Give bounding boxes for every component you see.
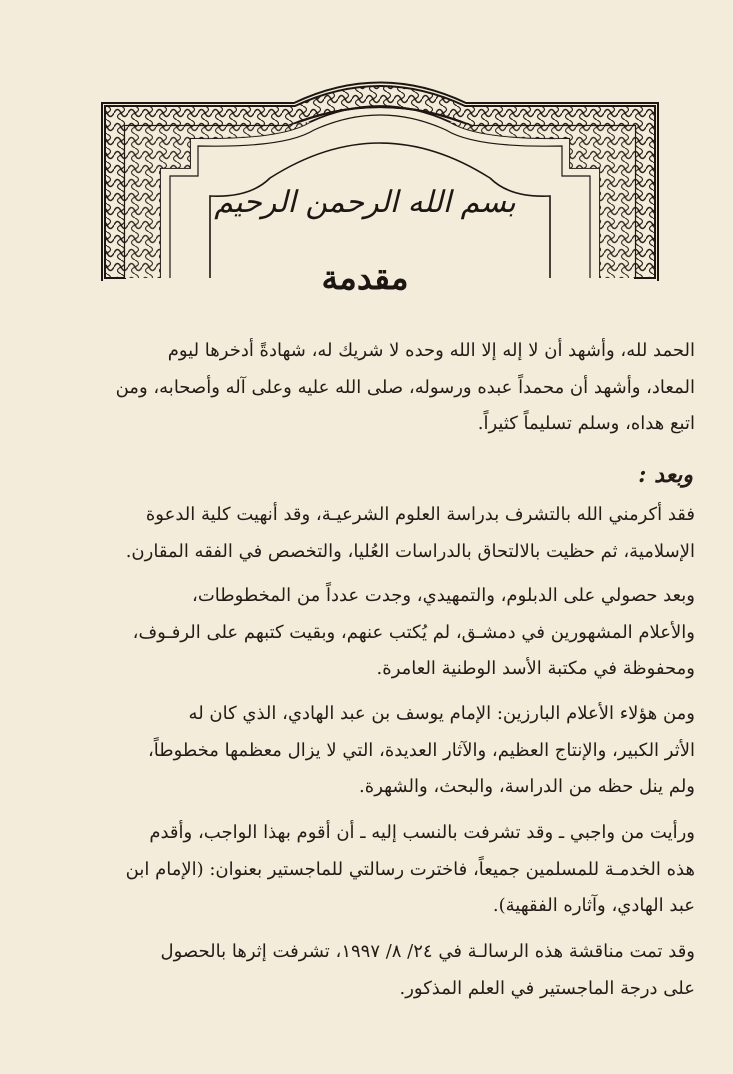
page-title: مقدمة — [321, 257, 409, 297]
text-line: وقد تمت مناقشة هذه الرسالـة في ٢٤/ ٨/ ١٩٩٧، تشرفت إثرها بالحصول — [160, 941, 695, 962]
text-line: ولم ينل حظه من الدراسة، والبحث، والشهرة. — [359, 776, 695, 798]
paragraph-2 — [38, 578, 695, 688]
text-line: ورأيت من واجبي ـ وقد تشرفت بالنسب إليه ـ أن أقوم بهذا الواجب، وأقدم — [149, 822, 695, 843]
text-line: والأعلام المشهورين في دمشـق، لم يُكتب عنهم، وبقيت كتبهم على الرفـوف، — [132, 621, 695, 643]
section-marker: وبعد : — [638, 462, 693, 488]
basmala-calligraphy: بسم الله الرحمن الرحيم — [214, 184, 516, 220]
text-line: ومحفوظة في مكتبة الأسد الوطنية العامرة. — [376, 658, 695, 680]
paragraph-1 — [38, 497, 695, 570]
text-line: اتبع هداه، وسلم تسليماً كثيراً. — [477, 413, 695, 435]
text-line: عبد الهادي، وآثاره الفقهية). — [492, 895, 695, 917]
text-line: هذه الخدمـة للمسلمين جميعاً، فاخترت رسالتي للماجستير بعنوان: (الإمام ابن — [125, 858, 695, 880]
text-line: الإسلامية، ثم حظيت بالالتحاق بالدراسات العُليا، والتخصص في الفقه المقارن. — [125, 540, 695, 562]
text-line: فقد أكرمني الله بالتشرف بدراسة العلوم الشرعيـة، وقد أنهيت كلية الدعوة — [145, 504, 695, 525]
paragraph-4 — [38, 815, 695, 925]
text-line: المعاد، وأشهد أن محمداً عبده ورسوله، صلى الله عليه وعلى آله وأصحابه، ومن — [115, 376, 695, 398]
text-line: على درجة الماجستير في العلم المذكور. — [399, 977, 695, 999]
intro-paragraph — [38, 333, 695, 443]
text-line: وبعد حصولي على الدبلوم، والتمهيدي، وجدت عدداً من المخطوطات، — [192, 585, 695, 606]
text-line: الحمد لله، وأشهد أن لا إله إلا الله وحده لا شريك له، شهادةً أدخرها ليوم — [167, 340, 695, 361]
text-line: ومن هؤلاء الأعلام البارزين: الإمام يوسف بن عبد الهادي، الذي كان له — [188, 703, 695, 724]
paragraph-3 — [38, 696, 695, 806]
paragraph-5 — [38, 934, 695, 1007]
text-line: الأثر الكبير، والإنتاج العظيم، والآثار العديدة، التي لا يزال معظمها مخطوطاً، — [147, 739, 695, 761]
